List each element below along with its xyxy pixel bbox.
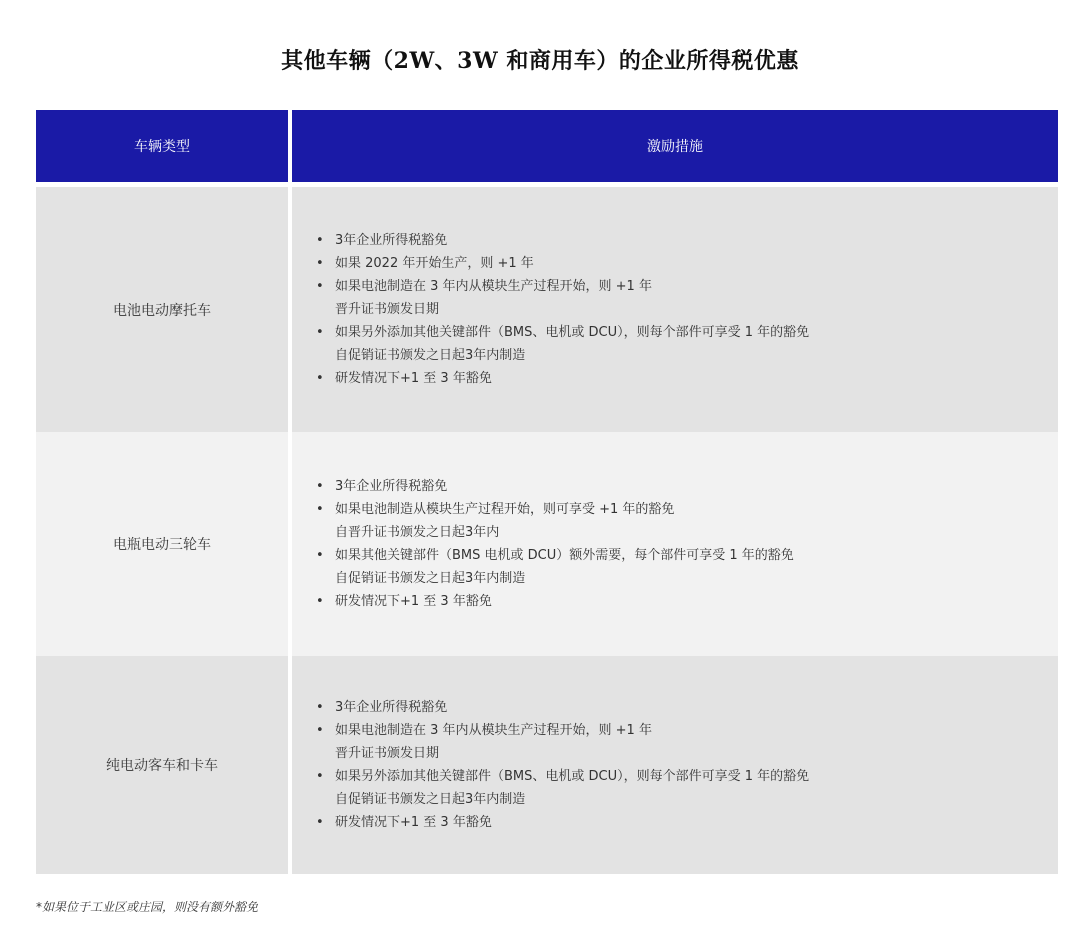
- incentive-text: 研发情况下+1 至 3 年豁免: [335, 815, 492, 830]
- bullet-icon: •: [316, 769, 324, 784]
- incentives-cell: [292, 656, 1058, 874]
- incentive-item: [314, 590, 794, 613]
- incentive-list: [314, 229, 809, 390]
- table-row: [36, 432, 1058, 656]
- incentive-text: 3年企业所得税豁免: [335, 479, 448, 494]
- bullet-icon: •: [316, 279, 324, 294]
- header-vehicle-type: 车辆类型: [36, 110, 288, 182]
- incentive-item: [314, 367, 809, 390]
- incentive-text: 如果电池制造在 3 年内从模块生产过程开始，则 +1 年: [335, 723, 652, 738]
- bullet-icon: •: [316, 371, 324, 386]
- bullet-icon: •: [316, 325, 324, 340]
- vehicle-type-cell: 纯电动客车和卡车: [36, 656, 288, 874]
- table-header-row: [36, 110, 1058, 182]
- bullet-icon: •: [316, 815, 324, 830]
- incentive-text: 研发情况下+1 至 3 年豁免: [335, 594, 492, 609]
- bullet-icon: •: [316, 594, 324, 609]
- incentive-text: 如果另外添加其他关键部件（BMS、电机或 DCU），则每个部件可享受 1 年的豁免: [335, 769, 810, 784]
- table-row: [36, 656, 1058, 874]
- vehicle-type-cell: 电池电动摩托车: [36, 187, 288, 432]
- incentive-subtext: 晋升证书颁发日期: [335, 302, 440, 317]
- incentive-text: 3年企业所得税豁免: [335, 233, 448, 248]
- incentive-item: [314, 229, 809, 252]
- incentive-subtext: 自促销证书颁发之日起3年内制造: [335, 792, 526, 807]
- incentive-text: 如果其他关键部件（BMS 电机或 DCU）额外需要，每个部件可享受 1 年的豁免: [335, 548, 794, 563]
- bullet-icon: •: [316, 233, 324, 248]
- vehicle-type-cell: 电瓶电动三轮车: [36, 432, 288, 656]
- bullet-icon: •: [316, 256, 324, 271]
- bullet-icon: •: [316, 723, 324, 738]
- bullet-icon: •: [316, 479, 324, 494]
- incentive-text: 如果电池制造从模块生产过程开始，则可享受 +1 年的豁免: [335, 502, 675, 517]
- incentive-text: 如果另外添加其他关键部件（BMS、电机或 DCU），则每个部件可享受 1 年的豁免: [335, 325, 810, 340]
- incentive-text: 3年企业所得税豁免: [335, 700, 448, 715]
- incentive-item: [314, 252, 809, 275]
- incentive-subtext: 自促销证书颁发之日起3年内制造: [335, 348, 526, 363]
- incentive-item: [314, 811, 809, 834]
- incentive-item: [314, 321, 809, 367]
- incentive-list: [314, 696, 809, 834]
- incentive-subtext: 自晋升证书颁发之日起3年内: [335, 525, 500, 540]
- table-row: [36, 187, 1058, 432]
- incentive-item: [314, 475, 794, 498]
- header-incentives: 激励措施: [292, 110, 1058, 182]
- footnote: *如果位于工业区或庄园，则没有额外豁免: [36, 900, 259, 914]
- incentives-cell: [292, 432, 1058, 656]
- incentive-text: 如果电池制造在 3 年内从模块生产过程开始，则 +1 年: [335, 279, 652, 294]
- incentive-item: [314, 696, 809, 719]
- incentive-subtext: 自促销证书颁发之日起3年内制造: [335, 571, 526, 586]
- page-title: 其他车辆（2W、3W 和商用车）的企业所得税优惠: [281, 48, 799, 74]
- incentive-text: 如果 2022 年开始生产，则 +1 年: [335, 256, 534, 271]
- incentive-item: [314, 765, 809, 811]
- incentive-item: [314, 275, 809, 321]
- bullet-icon: •: [316, 502, 324, 517]
- incentive-item: [314, 719, 809, 765]
- incentives-cell: [292, 187, 1058, 432]
- incentive-subtext: 晋升证书颁发日期: [335, 746, 440, 761]
- bullet-icon: •: [316, 548, 324, 563]
- incentives-table: [36, 110, 1058, 874]
- incentive-list: [314, 475, 794, 613]
- incentive-item: [314, 498, 794, 544]
- incentive-item: [314, 544, 794, 590]
- bullet-icon: •: [316, 700, 324, 715]
- incentive-text: 研发情况下+1 至 3 年豁免: [335, 371, 492, 386]
